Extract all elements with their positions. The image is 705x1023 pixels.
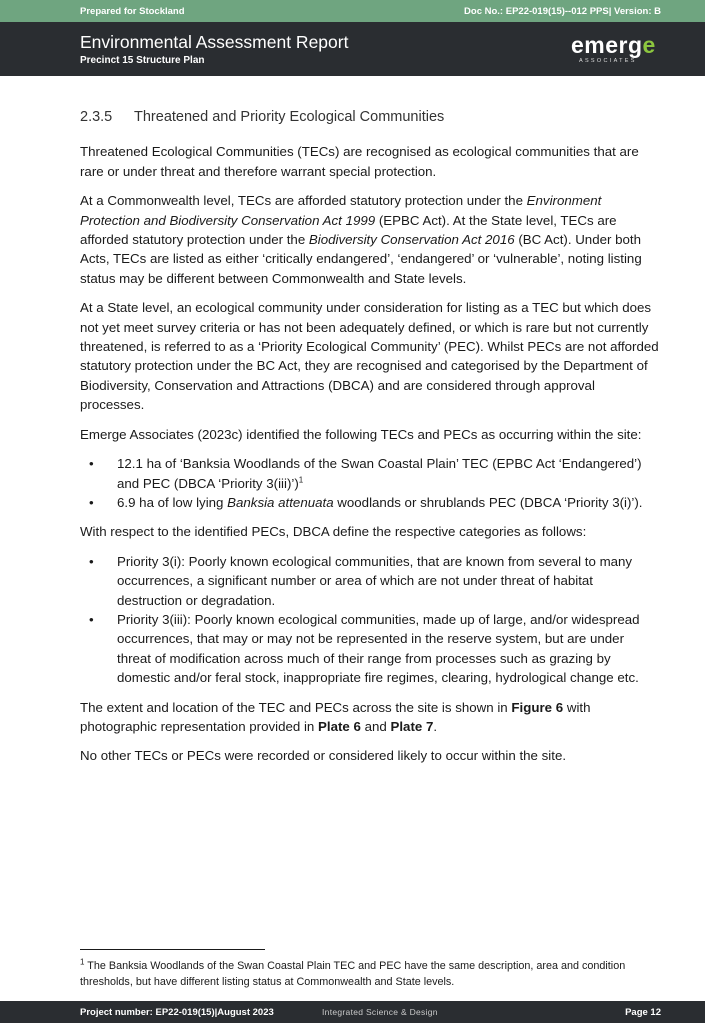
logo-wordmark: emerge [571,32,656,58]
paragraph-identified: Emerge Associates (2023c) identified the following TECs and PECs as occurring within the site: [80,426,642,442]
page-number: Page 12 [625,1007,661,1018]
plate-reference: Plate 6 [318,718,361,734]
list-item: • Priority 3(i): Poorly known ecological communities, that are known from several to many occurrences, a significant number or area of which are not under threat of habitat destruction or degradation. [89,553,633,608]
list-item: • 12.1 ha of ‘Banksia Woodlands of the Swan Coastal Plain’ TEC (EPBC Act ‘Endangered’) and PEC (DBCA ‘Priority 3(iii)’)$^1$ [89,456,642,491]
bullet-icon: • [89,553,94,569]
page-footer [0,1001,705,1023]
figure-reference: Figure 6 [511,699,564,715]
paragraph-commonwealth: At a Commonwealth level, TECs are afforded statutory protection under the Environment Protection and Biodiversity Conservation Act 1999 (EPBC Act). At the State level, TECs are afforded statutory protection under the Biodiversity Conservation Act 2016 (BC Act). Under both Acts, TECs are listed as either ‘critically endangered’, ‘endangered’ or ‘vulnerable’, noting listing status may be different between Commonwealth and State levels. [80,193,642,286]
project-number: Project number: EP22-019(15)|August 2023 [80,1007,274,1018]
footnote: $^1$ The Banksia Woodlands of the Swan Coastal Plain TEC and PEC have the same description, area and condition thresholds, but have different listing status at Commonwealth and State levels. [80,957,626,988]
footnote-number: 1 [80,957,85,967]
footnote-divider [80,949,265,950]
paragraph-state: At a State level, an ecological community under consideration for listing as a TEC but which does not yet meet survey criteria or has not been adequately defined, or which is rare but not currently threatened, is referred to as a ‘Priority Ecological Community’ (PEC). Whilst PECs are not afforded statutory protection under the BC Act, they are recognised and categorised by the Department of Biodiversity, Conservation and Attractions (DBCA) and are considered through approval processes. [80,300,659,413]
paragraph-extent: The extent and location of the TEC and PECs across the site is shown in Figure 6 with photographic representation provided in Plate 6 and Plate 7. [80,699,591,734]
plate-reference: Plate 7 [390,718,434,734]
prepared-for: Prepared for Stockland [80,6,185,17]
emerge-logo [571,32,661,66]
list-item: • 6.9 ha of low lying Banksia attenuata woodlands or shrublands PEC (DBCA ‘Priority 3(i)’). [80,493,660,512]
footnote-reference: 1 [298,475,304,485]
bullet-icon: • [89,611,94,627]
footer-tagline: Integrated Science & Design [322,1007,438,1017]
act-name-bc: Biodiversity Conservation Act 2016 [308,232,515,248]
paragraph-conclusion: No other TECs or PECs were recorded or considered likely to occur within the site. [80,748,567,764]
document-number: Doc No.: EP22-019(15)--012 PPS| Version: B [464,6,661,17]
section-title: Threatened and Priority Ecological Communities [134,109,445,125]
priority-categories-list [80,552,660,688]
bullet-icon: • [89,494,94,510]
paragraph-definitions: With respect to the identified PECs, DBCA define the respective categories as follows: [80,524,587,540]
report-header [0,22,705,76]
act-name-epbc: Environment Protection and Biodiversity Conservation Act 1999 [80,193,602,228]
bullet-icon: • [89,456,94,472]
logo-tagline: ASSOCIATES [579,58,637,64]
paragraph-intro: Threatened Ecological Communities (TECs) are recognised as ecological communities that are rare or under threat and therefore warrant special protection. [80,144,639,179]
page-body [80,108,660,776]
species-name: Banksia attenuata [227,494,334,510]
section-number: 2.3.5 [80,109,113,125]
top-band [0,0,705,22]
report-subtitle: Precinct 15 Structure Plan [80,55,205,66]
section-heading [80,108,660,127]
identified-communities-list [80,454,660,512]
report-title: Environmental Assessment Report [80,32,349,52]
list-item: • Priority 3(iii): Poorly known ecological communities, made up of large, and/or widespread occurrences, that may or may not be represented in the reserve system, but are under threat of modification across much of their range from processes such as grazing by domestic and/or feral stock, inappropriate fire regimes, clearing, hydrological change etc. [89,611,640,686]
